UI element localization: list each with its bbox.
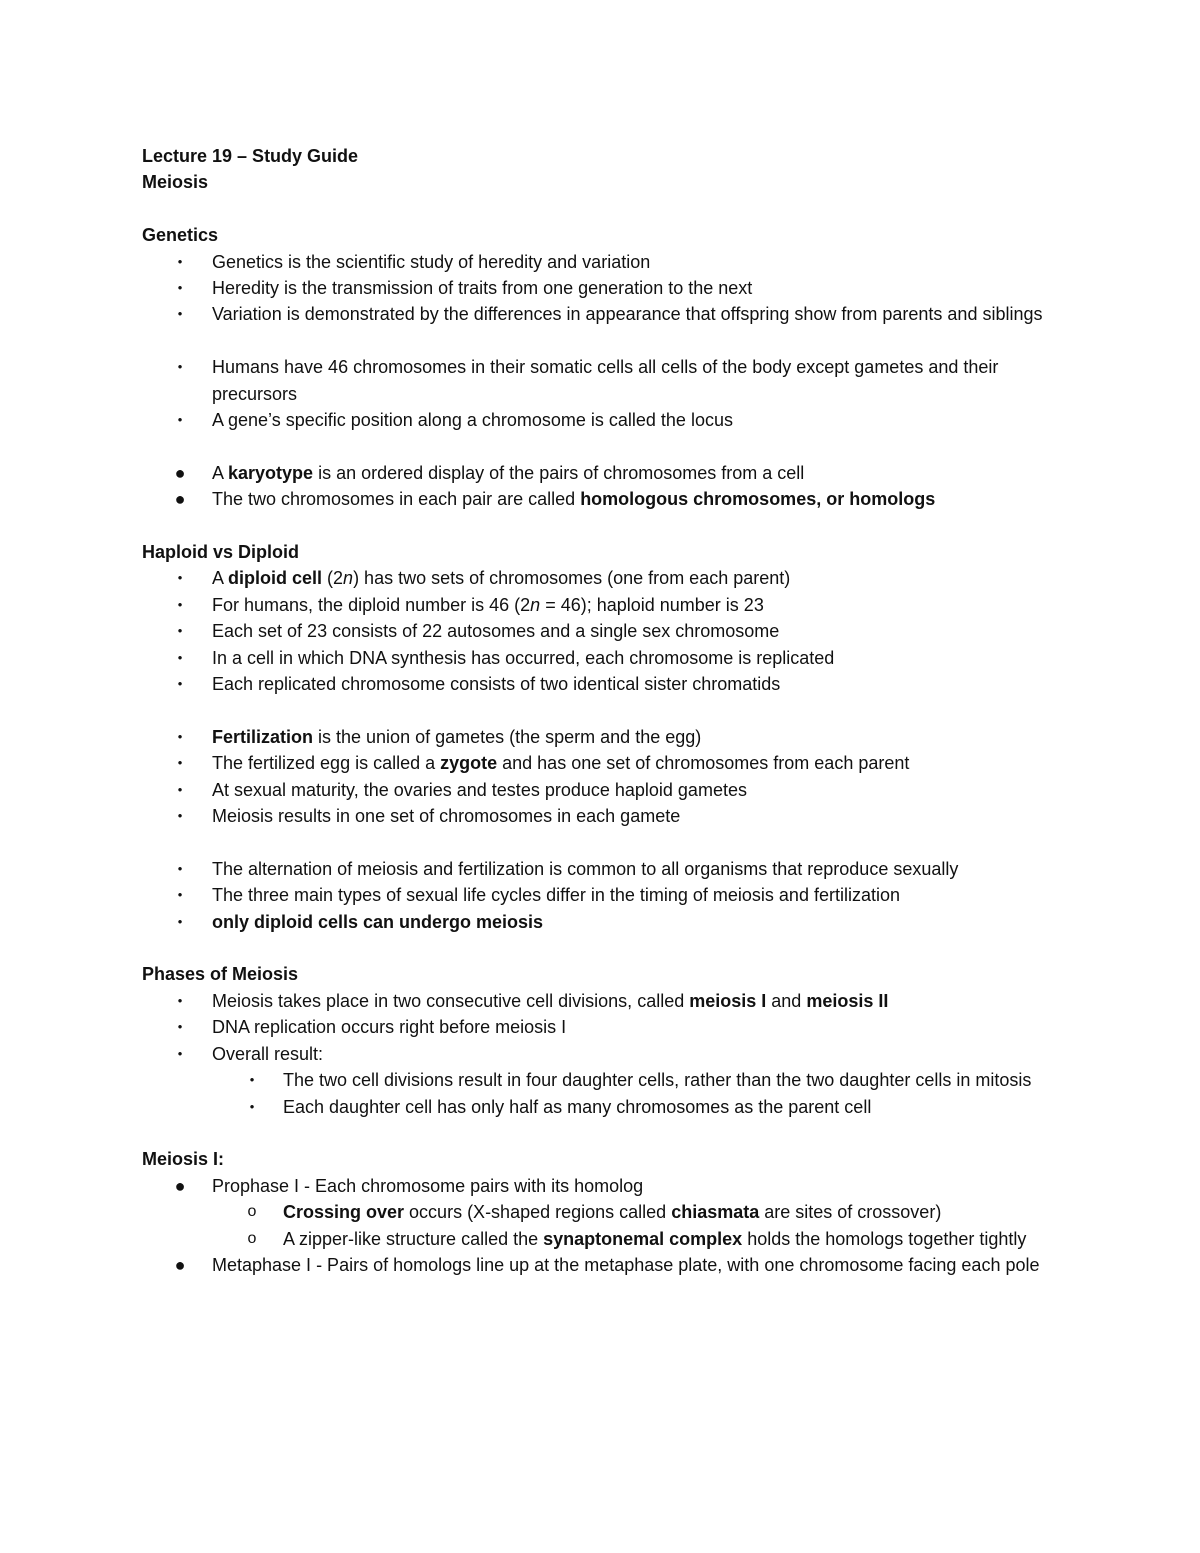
bullet-text: Fertilization is the union of gametes (the sperm and the egg) <box>212 726 702 747</box>
document-body <box>142 196 1072 1279</box>
sub-bullet-item <box>142 1067 1072 1093</box>
bullet-text: Genetics is the scientific study of heredity and variation <box>212 251 651 272</box>
bullet-item <box>142 565 1072 591</box>
blank-line <box>142 1120 1072 1146</box>
bullet-item <box>142 486 1072 512</box>
bullet-item <box>142 777 1072 803</box>
sub-bullet-item <box>142 1226 1072 1252</box>
bullet-text: A diploid cell (2n) has two sets of chromosomes (one from each parent) <box>212 568 791 589</box>
bullet-text: Crossing over occurs (X-shaped regions called chiasmata are sites of crossover) <box>283 1202 942 1223</box>
bullet-icon: • <box>177 1019 183 1035</box>
bullet-item <box>142 1041 1072 1067</box>
bullet-text: The three main types of sexual life cycles differ in the timing of meiosis and fertilization <box>212 885 900 906</box>
bullet-icon: • <box>177 306 183 322</box>
bullet-item <box>142 354 1072 407</box>
bullet-item <box>142 1173 1072 1199</box>
bullet-text: The alternation of meiosis and fertilization is common to all organisms that reproduce sexually <box>212 858 959 879</box>
bullet-icon: • <box>177 570 183 586</box>
bullet-icon: • <box>177 253 183 269</box>
bullet-text: Heredity is the transmission of traits from one generation to the next <box>212 278 753 299</box>
bullet-text: In a cell in which DNA synthesis has occurred, each chromosome is replicated <box>212 647 835 668</box>
bullet-item <box>142 1252 1072 1278</box>
bullet-text: Prophase I - Each chromosome pairs with its homolog <box>212 1175 644 1196</box>
bullet-item <box>142 460 1072 486</box>
bullet-icon: • <box>177 623 183 639</box>
bullet-item <box>142 249 1072 275</box>
bullet-text: A gene’s specific position along a chromosome is called the locus <box>212 410 733 431</box>
bullet-item <box>142 407 1072 433</box>
blank-line <box>142 433 1072 459</box>
bullet-text: Meiosis results in one set of chromosomes in each gamete <box>212 806 681 827</box>
hollow-bullet-icon: o <box>247 1229 257 1247</box>
bullet-text: The two chromosomes in each pair are called homologous chromosomes, or homologs <box>212 489 936 510</box>
bullet-item <box>142 909 1072 935</box>
bullet-icon: • <box>177 887 183 903</box>
bullet-item <box>142 882 1072 908</box>
bullet-item <box>142 275 1072 301</box>
bullet-text: Meiosis takes place in two consecutive cell divisions, called meiosis I and meiosis II <box>212 990 889 1011</box>
blank-line <box>142 829 1072 855</box>
bullet-text: The fertilized egg is called a zygote and has one set of chromosomes from each parent <box>212 753 910 774</box>
bullet-text: Humans have 46 chromosomes in their somatic cells all cells of the body except gametes and their precursors <box>212 357 999 404</box>
bullet-icon: • <box>177 913 183 929</box>
bullet-text: DNA replication occurs right before meiosis I <box>212 1017 567 1038</box>
blank-line <box>142 697 1072 723</box>
bullet-item <box>142 988 1072 1014</box>
bullet-text: A zipper-like structure called the synaptonemal complex holds the homologs together tightly <box>283 1228 1027 1249</box>
bullet-text: The two cell divisions result in four daughter cells, rather than the two daughter cells in mitosis <box>283 1070 1032 1091</box>
bullet-text: A karyotype is an ordered display of the pairs of chromosomes from a cell <box>212 462 805 483</box>
bullet-item <box>142 803 1072 829</box>
bullet-text: At sexual maturity, the ovaries and testes produce haploid gametes <box>212 779 747 800</box>
bullet-text: Metaphase I - Pairs of homologs line up at the metaphase plate, with one chromosome facing each pole <box>212 1254 1040 1275</box>
bullet-icon: • <box>177 808 183 824</box>
bullet-item <box>142 592 1072 618</box>
section-heading: Genetics <box>142 225 219 246</box>
bullet-item <box>142 724 1072 750</box>
sub-bullet-item <box>142 1199 1072 1225</box>
bullet-item <box>142 301 1072 327</box>
bullet-icon: • <box>177 728 183 744</box>
bullet-text: Variation is demonstrated by the differences in appearance that offspring show from parents and siblings <box>212 304 1043 325</box>
bullet-item <box>142 1014 1072 1040</box>
bullet-item <box>142 645 1072 671</box>
blank-line <box>142 328 1072 354</box>
bullet-icon: • <box>249 1072 255 1088</box>
bullet-icon: ● <box>174 462 186 483</box>
hollow-bullet-icon: o <box>247 1203 257 1221</box>
bullet-icon: ● <box>174 1254 186 1275</box>
document-page <box>142 143 1072 1278</box>
bullet-icon: ● <box>174 1175 186 1196</box>
bullet-text: Each daughter cell has only half as many chromosomes as the parent cell <box>283 1096 872 1117</box>
document-subtitle: Meiosis <box>142 172 209 193</box>
blank-line <box>142 196 1072 222</box>
bullet-icon: ● <box>174 489 186 510</box>
bullet-item <box>142 671 1072 697</box>
section-heading: Meiosis I: <box>142 1149 225 1170</box>
bullet-icon: • <box>177 676 183 692</box>
bullet-text: Each set of 23 consists of 22 autosomes and a single sex chromosome <box>212 621 780 642</box>
section-heading: Phases of Meiosis <box>142 964 299 985</box>
bullet-icon: • <box>177 781 183 797</box>
bullet-text: only diploid cells can undergo meiosis <box>212 911 544 932</box>
bullet-item <box>142 618 1072 644</box>
bullet-text: Each replicated chromosome consists of two identical sister chromatids <box>212 674 781 695</box>
bullet-icon: • <box>177 860 183 876</box>
blank-line <box>142 935 1072 961</box>
bullet-icon: • <box>177 755 183 771</box>
bullet-icon: • <box>177 359 183 375</box>
document-title: Lecture 19 – Study Guide <box>142 146 359 166</box>
bullet-item <box>142 750 1072 776</box>
bullet-icon: • <box>177 1045 183 1061</box>
sub-bullet-item <box>142 1094 1072 1120</box>
bullet-item <box>142 856 1072 882</box>
bullet-text: Overall result: <box>212 1043 324 1064</box>
bullet-icon: • <box>177 992 183 1008</box>
bullet-icon: • <box>249 1098 255 1114</box>
bullet-icon: • <box>177 649 183 665</box>
bullet-icon: • <box>177 596 183 612</box>
section-heading: Haploid vs Diploid <box>142 542 300 563</box>
bullet-icon: • <box>177 412 183 428</box>
bullet-text: For humans, the diploid number is 46 (2n = 46); haploid number is 23 <box>212 594 764 615</box>
blank-line <box>142 513 1072 539</box>
bullet-icon: • <box>177 280 183 296</box>
